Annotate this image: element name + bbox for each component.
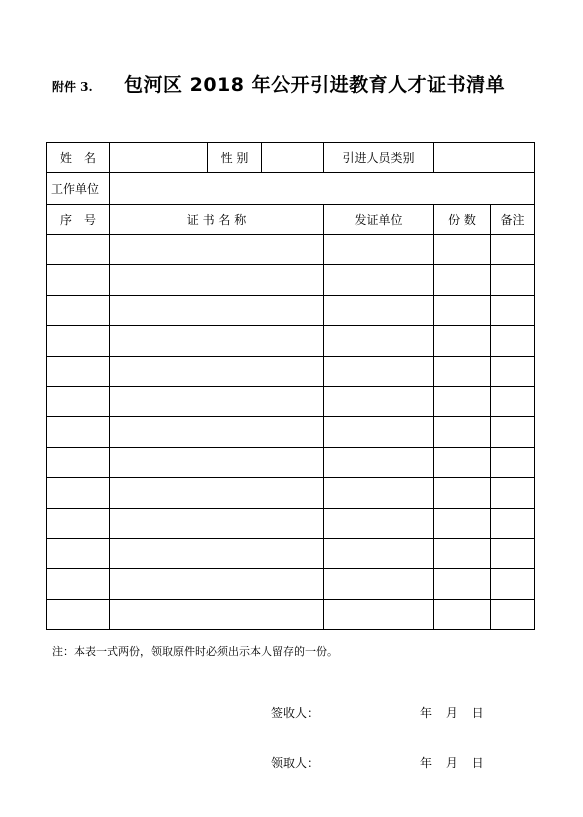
cell-certificate-name[interactable] [110,538,324,568]
collector-date: 年 月 日 [420,756,484,770]
cell-copies[interactable] [434,386,491,416]
cell-copies[interactable] [434,538,491,568]
column-header-remarks: 备注 [491,205,535,235]
cell-remarks[interactable] [491,538,535,568]
cell-issuer[interactable] [324,447,434,477]
cell-serial[interactable] [47,599,110,629]
cell-serial[interactable] [47,478,110,508]
receiver-signature-label: 签收人： [271,706,320,720]
cell-issuer[interactable] [324,386,434,416]
cell-copies[interactable] [434,599,491,629]
cell-serial[interactable] [47,265,110,295]
table-row [47,356,535,386]
receiver-date: 年 月 日 [420,706,484,720]
cell-certificate-name[interactable] [110,386,324,416]
cell-serial[interactable] [47,447,110,477]
gender-label: 性 别 [208,143,262,173]
cell-remarks[interactable] [491,326,535,356]
table-row [47,417,535,447]
cell-certificate-name[interactable] [110,356,324,386]
category-label: 引进人员类别 [324,143,434,173]
cell-issuer[interactable] [324,508,434,538]
cell-remarks[interactable] [491,569,535,599]
cell-serial[interactable] [47,417,110,447]
cell-certificate-name[interactable] [110,265,324,295]
cell-copies[interactable] [434,478,491,508]
cell-serial[interactable] [47,356,110,386]
cell-copies[interactable] [434,508,491,538]
table-note: 注：本表一式两份，领取原件时必须出示本人留存的一份。 [52,645,338,658]
cell-copies[interactable] [434,295,491,325]
table-body [47,235,535,630]
cell-serial[interactable] [47,295,110,325]
cell-remarks[interactable] [491,386,535,416]
cell-issuer[interactable] [324,417,434,447]
cell-remarks[interactable] [491,478,535,508]
attachment-label: 附件 3. [52,80,93,94]
table-header-row [47,205,535,235]
cell-issuer[interactable] [324,326,434,356]
work-unit-field[interactable] [110,173,535,205]
cell-copies[interactable] [434,569,491,599]
gender-field[interactable] [262,143,324,173]
cell-issuer[interactable] [324,265,434,295]
cell-serial[interactable] [47,508,110,538]
cell-certificate-name[interactable] [110,417,324,447]
cell-copies[interactable] [434,447,491,477]
collector-signature-label: 领取人： [271,756,320,770]
cell-copies[interactable] [434,356,491,386]
column-header-copies: 份 数 [434,205,491,235]
cell-certificate-name[interactable] [110,508,324,538]
table-row [47,235,535,265]
cell-issuer[interactable] [324,295,434,325]
cell-issuer[interactable] [324,569,434,599]
table-row [47,447,535,477]
cell-remarks[interactable] [491,235,535,265]
column-header-certificate-name: 证 书 名 称 [110,205,324,235]
table-row [47,326,535,356]
table-row [47,478,535,508]
work-unit-label: 工作单位 [47,173,110,205]
cell-certificate-name[interactable] [110,326,324,356]
cell-serial[interactable] [47,386,110,416]
cell-serial[interactable] [47,235,110,265]
table-row [47,508,535,538]
table-row [47,265,535,295]
cell-remarks[interactable] [491,265,535,295]
cell-serial[interactable] [47,538,110,568]
cell-certificate-name[interactable] [110,569,324,599]
cell-remarks[interactable] [491,447,535,477]
cell-remarks[interactable] [491,508,535,538]
cell-issuer[interactable] [324,599,434,629]
name-field[interactable] [110,143,208,173]
cell-remarks[interactable] [491,417,535,447]
cell-remarks[interactable] [491,356,535,386]
applicant-info-row [47,143,535,173]
cell-issuer[interactable] [324,235,434,265]
table-row [47,295,535,325]
column-header-issuer: 发证单位 [324,205,434,235]
cell-copies[interactable] [434,417,491,447]
cell-certificate-name[interactable] [110,447,324,477]
cell-certificate-name[interactable] [110,478,324,508]
cell-serial[interactable] [47,569,110,599]
certificate-list-table [46,142,535,630]
cell-remarks[interactable] [491,295,535,325]
cell-copies[interactable] [434,326,491,356]
table-row [47,386,535,416]
cell-certificate-name[interactable] [110,295,324,325]
cell-issuer[interactable] [324,478,434,508]
document-title: 包河区 2018 年公开引进教育人才证书清单 [124,74,506,96]
cell-serial[interactable] [47,326,110,356]
table-row [47,599,535,629]
cell-issuer[interactable] [324,538,434,568]
cell-copies[interactable] [434,265,491,295]
table-row [47,569,535,599]
cell-certificate-name[interactable] [110,599,324,629]
cell-copies[interactable] [434,235,491,265]
cell-issuer[interactable] [324,356,434,386]
name-label: 姓 名 [47,143,110,173]
cell-remarks[interactable] [491,599,535,629]
table-row [47,538,535,568]
category-field[interactable] [434,143,535,173]
column-header-serial: 序 号 [47,205,110,235]
document-header [52,70,552,100]
work-unit-row [47,173,535,205]
cell-certificate-name[interactable] [110,235,324,265]
